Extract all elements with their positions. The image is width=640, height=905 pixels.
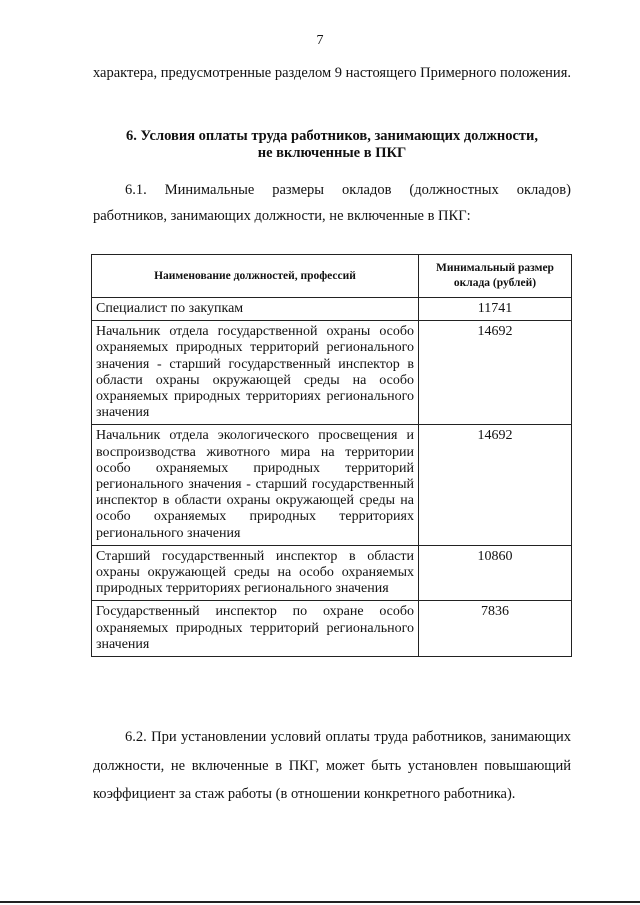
intro-paragraph: характера, предусмотренные разделом 9 настоящего Примерного положения.: [93, 65, 571, 81]
page-bottom-rule: [0, 901, 640, 903]
header-salary: Минимальный размер оклада (рублей): [419, 255, 572, 298]
salary-cell: 11741: [419, 298, 572, 321]
table-row: [92, 601, 572, 657]
salary-cell: 14692: [419, 425, 572, 545]
table-row: [92, 545, 572, 601]
section-heading-line1: 6. Условия оплаты труда работников, занимающих должности,: [125, 128, 539, 144]
table-row: [92, 425, 572, 545]
clause-6-2: 6.2. При установлении условий оплаты труда работников, занимающих должности, не включенные в ПКГ, может быть установлен повышающий коэффициент за стаж работы (в отношении конкретного работника).: [93, 729, 571, 802]
table-header-row: [92, 255, 572, 298]
salary-cell: 7836: [419, 601, 572, 657]
page-number: 7: [316, 33, 324, 48]
position-cell: Специалист по закупкам: [92, 298, 419, 321]
salary-table: [91, 254, 572, 657]
salary-cell: 14692: [419, 321, 572, 425]
section-heading: [93, 128, 571, 162]
clause-6-1: 6.1. Минимальные размеры окладов (должностных окладов) работников, занимающих должности, не включенные в ПКГ:: [93, 182, 571, 224]
salary-cell: 10860: [419, 545, 572, 601]
position-cell: Начальник отдела экологического просвещения и воспроизводства животного мира на территории особо охраняемых природных территорий регионального значения - старший государственный инспектор в области охраны окружающей среды на особо охраняемых природных территориях регионального значения: [92, 425, 419, 545]
table-row: [92, 321, 572, 425]
position-cell: Государственный инспектор по охране особо охраняемых природных территорий регионального значения: [92, 601, 419, 657]
position-cell: Начальник отдела государственной охраны особо охраняемых природных территорий регионального значения - старший государственный инспектор в области охраны окружающей среды на особо охраняемых природных территориях регионального значения: [92, 321, 419, 425]
header-position: Наименование должностей, профессий: [92, 255, 419, 298]
position-cell: Старший государственный инспектор в области охраны окружающей среды на особо охраняемых природных территориях регионального значения: [92, 545, 419, 601]
table-row: [92, 298, 572, 321]
section-heading-line2: не включенные в ПКГ: [257, 145, 407, 161]
